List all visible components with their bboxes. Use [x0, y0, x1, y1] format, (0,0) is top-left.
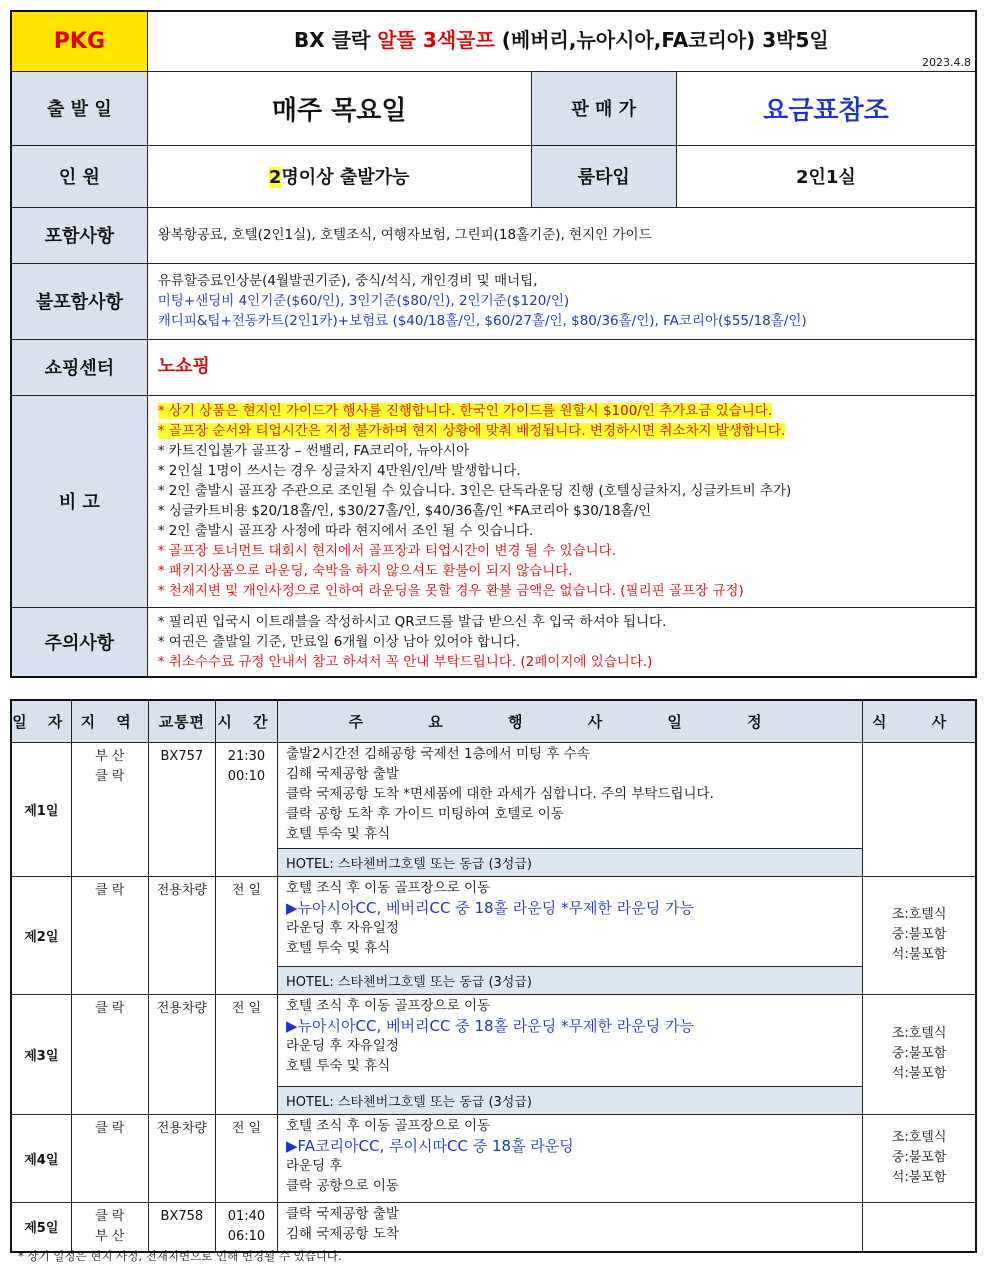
schedule-lines — [278, 1115, 862, 1197]
remark-line — [158, 501, 965, 521]
excluded-value — [147, 263, 976, 339]
meal-item: 석:불포함 — [891, 947, 947, 962]
room-label: 룸타입 — [531, 145, 676, 207]
hotel-info: HOTEL: 스타첸버그호텔 또는 동급 (3성급) — [278, 848, 862, 876]
hotel-info: HOTEL: 스타첸버그호텔 또는 동급 (3성급) — [278, 966, 862, 994]
pkg-badge: PKG — [11, 11, 147, 71]
schedule-line: 김해 국제공항 출발 — [286, 765, 399, 782]
meal-item: 조:호텔식 — [891, 1026, 947, 1041]
meals-cell — [863, 876, 976, 994]
shopping-label: 쇼핑센터 — [11, 339, 147, 395]
meals-cell — [863, 742, 976, 876]
itinerary-footnote: * 상기 일정은 현지 사정, 천재지변으로 인해 변경될 수 있습니다. — [18, 1249, 342, 1263]
meal-item: 중:불포함 — [891, 1046, 947, 1061]
itinerary-row — [11, 994, 976, 1114]
itinerary-row — [11, 742, 976, 876]
time-cell-value: 06:10 — [227, 1228, 266, 1244]
region-cell — [71, 742, 148, 876]
transport-cell-value: BX758 — [160, 1208, 204, 1224]
col-header-schedule: 주 요 행 사 일 정 — [278, 700, 863, 742]
remark-text: * 골프장 토너먼트 대회시 현지에서 골프장과 티업시간이 변경 될 수 있습니다. — [157, 543, 616, 559]
caution-line — [158, 632, 965, 652]
transport-cell — [148, 1114, 215, 1202]
remark-text: * 카트진입불가 골프장 – 썬밸리, FA코리아, 뉴아시아 — [157, 443, 470, 459]
time-cell — [215, 1114, 277, 1202]
transport-cell-value: BX757 — [160, 748, 204, 764]
time-cell — [215, 742, 277, 876]
remark-line — [158, 561, 965, 581]
caution-list — [147, 607, 976, 677]
transport-cell-value: 전용차량 — [156, 882, 207, 898]
document-date: 2023.4.8 — [922, 55, 971, 69]
region-cell — [71, 876, 148, 994]
schedule-lines — [278, 877, 862, 959]
meals-cell — [863, 1202, 976, 1252]
caution-text: * 필리핀 입국시 이트래블을 작성하시고 QR코드를 발급 받으신 후 입국 하셔야 됩니다. — [157, 613, 667, 630]
excluded-line: 유류할증료인상분(4월발권기준), 중식/석식, 개인경비 및 매너팁, — [157, 273, 538, 289]
region-cell-value: 부 산 — [95, 1228, 125, 1244]
remark-line — [158, 541, 965, 561]
schedule-line: 호텔 투숙 및 휴식 — [286, 939, 391, 956]
price-value: 요금표참조 — [676, 71, 976, 145]
price-label: 판 매 가 — [531, 71, 676, 145]
remark-text: * 2인 출발시 골프장 주관으로 조인될 수 있습니다. 3인은 단독라운딩 진행 (호텔싱글차지, 싱글카트비 추가) — [157, 483, 792, 499]
transport-cell — [148, 1202, 215, 1252]
schedule-line: ▶뉴아시아CC, 베버리CC 중 18홀 라운딩 *무제한 라운딩 가능 — [286, 1016, 694, 1035]
day-label: 제2일 — [11, 876, 71, 994]
remark-text: * 2인실 1명이 쓰시는 경우 싱글차지 4만원/인/박 발생합니다. — [157, 463, 521, 479]
meals-cell — [863, 1114, 976, 1202]
remark-text: * 상기 상품은 현지인 가이드가 행사를 진행합니다. 한국인 가이드를 원할시 $100/인 추가요금 있습니다. — [157, 403, 773, 419]
day-label: 제5일 — [11, 1202, 71, 1252]
shopping-value: 노쇼핑 — [147, 339, 976, 395]
included-value: 왕복항공료, 호텔(2인1실), 호텔조식, 여행자보험, 그린피(18홀기준), 현지인 가이드 — [147, 207, 976, 263]
col-header-region: 지 역 — [71, 700, 148, 742]
caution-text: * 취소수수료 규정 안내서 참고 하셔서 꼭 안내 부탁드립니다. (2페이지에 있습니다.) — [157, 653, 653, 670]
remark-text: * 2인 출발시 골프장 사정에 따라 현지에서 조인 될 수 잇습니다. — [157, 523, 534, 539]
schedule-line: 라운딩 후 자유일정 — [286, 1037, 399, 1054]
remarks-label: 비 고 — [11, 395, 147, 607]
schedule-line: 클락 국제공항 도착 *면세품에 대한 과세가 심합니다. 주의 부탁드립니다. — [286, 785, 714, 802]
schedule-line: 호텔 조식 후 이동 골프장으로 이동 — [286, 997, 491, 1014]
itinerary-row — [11, 1202, 976, 1252]
region-cell-value: 클 락 — [95, 1000, 125, 1016]
title-prefix: BX 클락 — [294, 27, 371, 52]
region-cell-value: 클 락 — [95, 882, 125, 898]
transport-cell — [148, 994, 215, 1114]
caution-line — [158, 652, 965, 672]
region-cell — [71, 994, 148, 1114]
schedule-line: 호텔 조식 후 이동 골프장으로 이동 — [286, 1117, 491, 1134]
meals-cell — [863, 994, 976, 1114]
remark-line — [158, 441, 965, 461]
people-num: 2 — [268, 167, 282, 188]
itinerary-row — [11, 1114, 976, 1202]
caution-line — [158, 612, 965, 632]
time-cell-value: 01:40 — [227, 1208, 266, 1224]
schedule-cell — [278, 742, 863, 876]
time-cell-value: 21:30 — [227, 748, 266, 764]
meal-item: 조:호텔식 — [891, 907, 947, 922]
schedule-cell — [278, 876, 863, 994]
time-cell-value: 전 일 — [231, 882, 262, 898]
remarks-list — [147, 395, 976, 607]
room-value: 2인1실 — [676, 145, 976, 207]
remark-text: * 싱글카트비용 $20/18홀/인, $30/27홀/인, $40/36홀/인 *FA코리아 $30/18홀/인 — [157, 503, 652, 519]
transport-cell — [148, 742, 215, 876]
day-label: 제4일 — [11, 1114, 71, 1202]
remark-text: * 천재지변 및 개인사정으로 인하여 라운딩을 못할 경우 환불 금액은 없습니다. (필리핀 골프장 규정) — [157, 583, 744, 599]
people-label: 인 원 — [11, 145, 147, 207]
included-label: 포함사항 — [11, 207, 147, 263]
schedule-cell — [278, 1202, 863, 1252]
time-cell — [215, 1202, 277, 1252]
remark-text: * 패키지상품으로 라운딩, 숙박을 하지 않으셔도 환불이 되지 않습니다. — [157, 563, 573, 579]
people-value: 명이상 출발가능 — [281, 167, 410, 188]
remark-line — [158, 481, 965, 501]
itinerary-table — [10, 699, 977, 1253]
day-label: 제1일 — [11, 742, 71, 876]
meal-item: 중:불포함 — [891, 927, 947, 942]
region-cell-value: 클 락 — [95, 768, 125, 784]
time-cell — [215, 876, 277, 994]
remark-line — [158, 581, 965, 601]
col-header-day: 일 자 — [11, 700, 71, 742]
excluded-line: 캐디피&팁+전동카트(2인1카)+보험료 ($40/18홀/인, $60/27홀/인, $80/36홀/인), FA코리아($55/18홀/인) — [157, 313, 807, 329]
schedule-line: ▶뉴아시아CC, 베버리CC 중 18홀 라운딩 *무제한 라운딩 가능 — [286, 898, 694, 917]
col-header-meals: 식 사 — [863, 700, 976, 742]
region-cell-value: 부 산 — [95, 748, 125, 764]
schedule-line: 클락 공항 도착 후 가이드 미팅하여 호텔로 이동 — [286, 805, 564, 822]
transport-cell-value: 전용차량 — [156, 1120, 207, 1136]
meal-item: 조:호텔식 — [891, 1130, 947, 1145]
caution-text: * 여권은 출발일 기준, 만료일 6개월 이상 남아 있어야 합니다. — [157, 633, 521, 650]
title-suffix: (베버리,뉴아시아,FA코리아) 3박5일 — [501, 27, 829, 52]
schedule-line: 호텔 조식 후 이동 골프장으로 이동 — [286, 879, 491, 896]
time-cell-value: 전 일 — [231, 1000, 262, 1016]
meal-item: 중:불포함 — [891, 1150, 947, 1165]
day-label: 제3일 — [11, 994, 71, 1114]
schedule-line: 호텔 투숙 및 휴식 — [286, 1057, 391, 1074]
people-value-cell — [147, 145, 531, 207]
meal-item: 석:불포함 — [891, 1066, 947, 1081]
schedule-line: 김해 국제공항 도착 — [286, 1225, 399, 1242]
time-cell — [215, 994, 277, 1114]
schedule-cell — [278, 1114, 863, 1202]
itinerary-row — [11, 876, 976, 994]
hotel-info: HOTEL: 스타첸버그호텔 또는 동급 (3성급) — [278, 1086, 862, 1114]
schedule-line: 라운딩 후 자유일정 — [286, 919, 399, 936]
time-cell-value: 00:10 — [227, 768, 266, 784]
remark-line — [158, 521, 965, 541]
title-highlight: 알뜰 3색골프 — [377, 27, 495, 52]
departure-label: 출 발 일 — [11, 71, 147, 145]
schedule-lines — [278, 1203, 862, 1245]
transport-cell — [148, 876, 215, 994]
remark-line — [158, 461, 965, 481]
remark-line — [158, 421, 965, 441]
col-header-time: 시 간 — [215, 700, 277, 742]
region-cell-value: 클 락 — [95, 1120, 125, 1136]
schedule-line: 클락 국제공항 출발 — [286, 1205, 399, 1222]
caution-label: 주의사항 — [11, 607, 147, 677]
excluded-label: 불포함사항 — [11, 263, 147, 339]
region-cell — [71, 1202, 148, 1252]
schedule-line: ▶FA코리아CC, 루이시따CC 중 18홀 라운딩 — [286, 1136, 574, 1155]
remark-text: * 골프장 순서와 티업시간은 지정 불가하며 현지 상황에 맞춰 배정됩니다. 변경하시면 취소차지 발생합니다. — [157, 423, 786, 439]
schedule-line: 호텔 투숙 및 휴식 — [286, 825, 391, 842]
schedule-line: 라운딩 후 — [286, 1157, 343, 1174]
region-cell-value: 클 락 — [95, 1208, 125, 1224]
schedule-cell — [278, 994, 863, 1114]
col-header-transport: 교통편 — [148, 700, 215, 742]
schedule-lines — [278, 743, 862, 845]
package-info-table — [10, 10, 977, 678]
remark-line — [158, 401, 965, 421]
region-cell — [71, 1114, 148, 1202]
schedule-lines — [278, 995, 862, 1077]
package-title — [147, 11, 976, 71]
time-cell-value: 전 일 — [231, 1120, 262, 1136]
meal-item: 석:불포함 — [891, 1170, 947, 1185]
excluded-line: 미팅+샌딩비 4인기준($60/인), 3인기준($80/인), 2인기준($120/인) — [157, 293, 570, 309]
schedule-line: 출발2시간전 김해공항 국제선 1층에서 미팅 후 수속 — [286, 745, 590, 762]
schedule-line: 클락 공항으로 이동 — [286, 1177, 399, 1194]
departure-value: 매주 목요일 — [147, 71, 531, 145]
transport-cell-value: 전용차량 — [156, 1000, 207, 1016]
